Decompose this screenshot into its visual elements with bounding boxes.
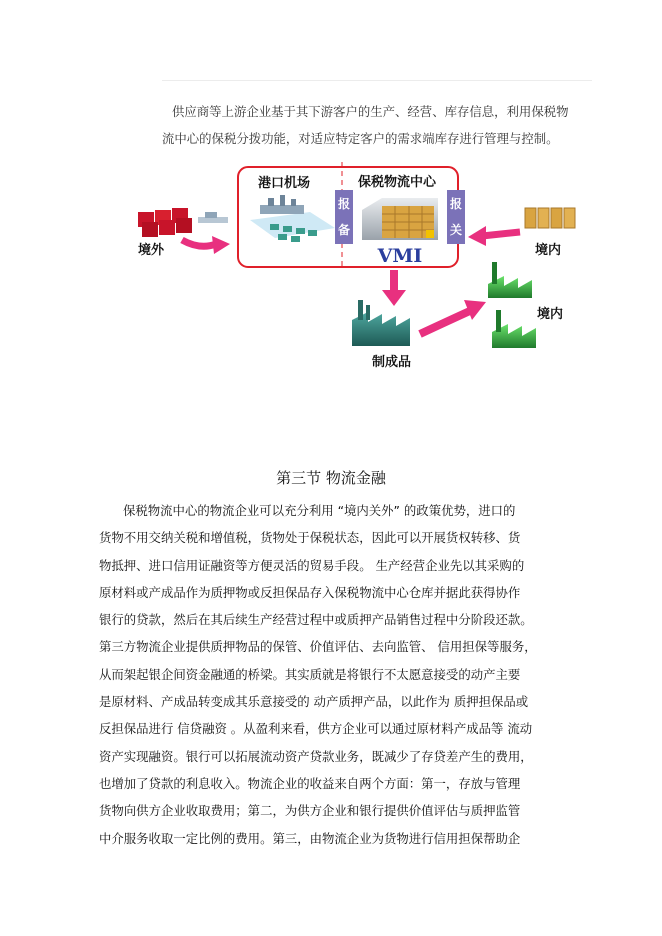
section-body <box>99 497 569 852</box>
down-arrow-shaft <box>390 270 398 292</box>
body-line-13: 中介服务收取一定比例的费用。第三，由物流企业为货物进行信用担保帮助企 <box>99 830 521 846</box>
body-line-4: 原材料或产成品作为质押物或反担保品存入保税物流中心仓库并据此获得协作 <box>99 584 521 600</box>
abroad-inbound-arrowhead <box>212 236 230 254</box>
port-airport-label: 港口机场 <box>258 176 311 191</box>
domestic-goods-image <box>525 208 575 228</box>
abroad-inbound-arrow <box>182 240 216 246</box>
abroad-containers-image <box>138 208 228 237</box>
declare-right-char-2: 关 <box>449 223 463 237</box>
body-line-9: 反担保品进行 信贷融资 。从盈利来看，供方企业可以通过原材料产成品等 流动 <box>99 721 533 737</box>
declare-right-char-1: 报 <box>449 197 463 211</box>
warehouse-image <box>362 198 438 240</box>
bonded-center-label: 保税物流中心 <box>358 175 437 190</box>
body-line-11: 也增加了贷款的利息收入。物流企业的收益来自两个方面：第一，存放与管理 <box>99 775 521 791</box>
intro-line-2: 流中心的保税分拨功能，对适应特定客户的需求端库存进行管理与控制。 <box>162 131 559 146</box>
section-heading: 第三节 物流金融 <box>276 469 386 487</box>
top-divider <box>162 80 592 81</box>
intro-paragraph <box>162 98 602 152</box>
domestic-inbound-arrowhead <box>468 226 486 246</box>
vmi-diagram <box>120 150 590 380</box>
finished-products-label: 制成品 <box>372 355 412 370</box>
domestic-inbound-arrow <box>482 232 520 236</box>
body-line-8: 是原材料、产成品转变成其乐意接受的 动产质押产品，以此作为 质押担保品或 <box>99 694 529 710</box>
domestic-label-bottom: 境内 <box>537 307 564 322</box>
declare-left-char-1: 报 <box>337 197 351 211</box>
domestic-label-right: 境内 <box>535 243 562 258</box>
abroad-label: 境外 <box>138 243 165 258</box>
finished-factory-image <box>352 300 410 346</box>
body-line-7: 从而架起银企间资金融通的桥梁。其实质就是将银行不太愿意接受的动产主要 <box>99 666 521 682</box>
vmi-label: VMI <box>377 245 423 267</box>
body-line-12: 货物向供方企业收取费用；第二，为供方企业和银行提供价值评估与质押监管 <box>99 803 521 819</box>
body-line-5: 银行的贷款，然后在其后续生产经营过程中或质押产品销售过程中分阶段还款。 <box>99 612 533 628</box>
body-line-10: 资产实现融资。银行可以拓展流动资产贷款业务，既减少了存贷差产生的费用， <box>99 748 533 764</box>
to-domestic-arrow <box>420 310 472 334</box>
domestic-factories-image <box>488 262 536 348</box>
body-line-1: 保税物流中心的物流企业可以充分利用 “境内关外” 的政策优势，进口的 <box>123 503 516 518</box>
declare-left-char-2: 备 <box>337 223 351 237</box>
down-arrow-head <box>382 290 406 306</box>
body-line-3: 物抵押、进口信用证融资等方便灵活的贸易手段。 生产经营企业先以其采购的 <box>99 557 525 573</box>
body-line-2: 货物不用交纳关税和增值税，货物处于保税状态，因此可以开展货权转移、货 <box>99 530 521 546</box>
intro-line-1: 供应商等上游企业基于其下游客户的生产、经营、库存信息，利用保税物 <box>172 104 569 119</box>
body-line-6: 第三方物流企业提供质押物品的保管、价值评估、去向监管、 信用担保等服务， <box>99 639 537 655</box>
